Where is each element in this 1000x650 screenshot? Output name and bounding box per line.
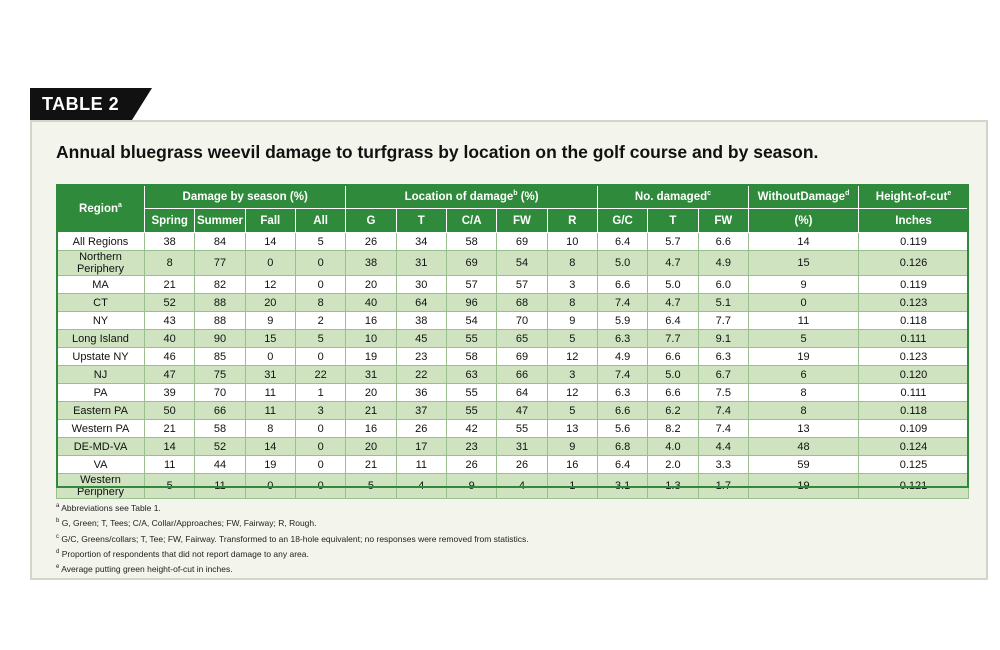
value-cell: 9.1 <box>698 330 748 348</box>
value-cell: 14 <box>245 438 295 456</box>
value-cell: 69 <box>497 348 547 366</box>
value-cell: 21 <box>346 456 396 474</box>
value-cell: 63 <box>446 366 496 384</box>
value-cell: 11 <box>396 456 446 474</box>
value-cell: 8 <box>295 294 345 312</box>
value-cell: 7.4 <box>597 366 647 384</box>
value-cell: 58 <box>446 348 496 366</box>
value-cell: 8 <box>245 420 295 438</box>
value-cell: 8 <box>749 402 859 420</box>
value-cell: 0.119 <box>859 233 969 251</box>
value-cell: 0.123 <box>859 348 969 366</box>
value-cell: 82 <box>195 276 245 294</box>
value-cell: 9 <box>547 438 597 456</box>
value-cell: 14 <box>145 438 195 456</box>
value-cell: 68 <box>497 294 547 312</box>
value-cell: 5 <box>295 330 345 348</box>
value-cell: 3 <box>295 402 345 420</box>
value-cell: 31 <box>497 438 547 456</box>
value-cell: 12 <box>547 384 597 402</box>
value-cell: 10 <box>547 233 597 251</box>
value-cell: 69 <box>497 233 547 251</box>
footnote: $^c$ G/C, Greens/collars; T, Tee; FW, Fairway. Transformed to an 18-hole equivalent; no responses were removed from statistics. <box>56 533 529 544</box>
value-cell: 23 <box>446 438 496 456</box>
value-cell: 6.7 <box>698 366 748 384</box>
value-cell: 37 <box>396 402 446 420</box>
value-cell: 3.1 <box>597 474 647 499</box>
value-cell: 15 <box>245 330 295 348</box>
table-panel <box>30 120 988 580</box>
value-cell: 59 <box>749 456 859 474</box>
value-cell: 16 <box>547 456 597 474</box>
value-cell: 5 <box>295 233 345 251</box>
table-row <box>57 366 969 384</box>
value-cell: 6.3 <box>597 384 647 402</box>
value-cell: 45 <box>396 330 446 348</box>
value-cell: 43 <box>145 312 195 330</box>
subheader-fall: Fall <box>245 209 295 233</box>
value-cell: 4.0 <box>648 438 698 456</box>
value-cell: 55 <box>446 402 496 420</box>
value-cell: 39 <box>145 384 195 402</box>
value-cell: 22 <box>396 366 446 384</box>
region-cell: Eastern PA <box>57 402 145 420</box>
table-row <box>57 402 969 420</box>
footnotes <box>56 500 529 577</box>
value-cell: 9 <box>749 276 859 294</box>
subheader-g: G <box>346 209 396 233</box>
table-title: Annual bluegrass weevil damage to turfgrass by location on the golf course and by season. <box>56 142 819 162</box>
value-cell: 47 <box>497 402 547 420</box>
value-cell: 6.0 <box>698 276 748 294</box>
value-cell: 11 <box>245 384 295 402</box>
value-cell: 19 <box>749 474 859 499</box>
value-cell: 26 <box>446 456 496 474</box>
value-cell: 6.4 <box>597 456 647 474</box>
value-cell: 7.4 <box>597 294 647 312</box>
value-cell: 7.4 <box>698 420 748 438</box>
value-cell: 12 <box>245 276 295 294</box>
value-cell: 9 <box>245 312 295 330</box>
region-cell: Northern Periphery <box>57 251 145 276</box>
value-cell: 36 <box>396 384 446 402</box>
header-region: Region$^a$ <box>57 185 145 233</box>
table-row <box>57 438 969 456</box>
value-cell: 0.109 <box>859 420 969 438</box>
value-cell: 88 <box>195 312 245 330</box>
value-cell: 26 <box>396 420 446 438</box>
value-cell: 20 <box>346 438 396 456</box>
value-cell: 3 <box>547 276 597 294</box>
value-cell: 38 <box>346 251 396 276</box>
value-cell: 42 <box>446 420 496 438</box>
footnote: $^e$ Average putting green height-of-cut in inches. <box>56 564 233 575</box>
value-cell: 7.4 <box>698 402 748 420</box>
value-cell: 6.3 <box>698 348 748 366</box>
value-cell: 88 <box>195 294 245 312</box>
value-cell: 26 <box>346 233 396 251</box>
value-cell: 0.118 <box>859 402 969 420</box>
value-cell: 8 <box>547 251 597 276</box>
value-cell: 4 <box>396 474 446 499</box>
value-cell: 6 <box>749 366 859 384</box>
value-cell: 19 <box>749 348 859 366</box>
value-cell: 0.123 <box>859 294 969 312</box>
value-cell: 5.1 <box>698 294 748 312</box>
value-cell: 70 <box>497 312 547 330</box>
value-cell: 85 <box>195 348 245 366</box>
value-cell: 6.3 <box>597 330 647 348</box>
value-cell: 6.2 <box>648 402 698 420</box>
value-cell: 0.120 <box>859 366 969 384</box>
value-cell: 55 <box>446 330 496 348</box>
table-body <box>57 233 969 499</box>
value-cell: 77 <box>195 251 245 276</box>
value-cell: 0.126 <box>859 251 969 276</box>
value-cell: 66 <box>497 366 547 384</box>
region-cell: Western Periphery <box>57 474 145 499</box>
subheader-r: R <box>547 209 597 233</box>
subheader-summer: Summer <box>195 209 245 233</box>
value-cell: 31 <box>346 366 396 384</box>
table-tag: TABLE 2 <box>30 88 132 120</box>
value-cell: 55 <box>497 420 547 438</box>
value-cell: 20 <box>245 294 295 312</box>
value-cell: 4 <box>497 474 547 499</box>
value-cell: 5 <box>547 402 597 420</box>
value-cell: 30 <box>396 276 446 294</box>
value-cell: 0.111 <box>859 384 969 402</box>
value-cell: 4.4 <box>698 438 748 456</box>
value-cell: 9 <box>446 474 496 499</box>
value-cell: 69 <box>446 251 496 276</box>
value-cell: 4.7 <box>648 251 698 276</box>
value-cell: 64 <box>497 384 547 402</box>
subheader-percent: (%) <box>749 209 859 233</box>
region-cell: NJ <box>57 366 145 384</box>
value-cell: 38 <box>145 233 195 251</box>
value-cell: 2 <box>295 312 345 330</box>
value-cell: 15 <box>749 251 859 276</box>
value-cell: 20 <box>346 276 396 294</box>
value-cell: 8 <box>547 294 597 312</box>
table-row <box>57 420 969 438</box>
value-cell: 31 <box>245 366 295 384</box>
value-cell: 1 <box>295 384 345 402</box>
subheader-row <box>57 209 969 233</box>
value-cell: 6.6 <box>597 402 647 420</box>
value-cell: 57 <box>497 276 547 294</box>
footnote: $^a$ Abbreviations see Table 1. <box>56 502 161 513</box>
value-cell: 5 <box>346 474 396 499</box>
value-cell: 16 <box>346 312 396 330</box>
region-cell: DE-MD-VA <box>57 438 145 456</box>
value-cell: 6.6 <box>648 348 698 366</box>
value-cell: 5 <box>749 330 859 348</box>
value-cell: 2.0 <box>648 456 698 474</box>
table-row <box>57 294 969 312</box>
value-cell: 54 <box>497 251 547 276</box>
value-cell: 8.2 <box>648 420 698 438</box>
value-cell: 13 <box>547 420 597 438</box>
value-cell: 38 <box>396 312 446 330</box>
value-cell: 0.121 <box>859 474 969 499</box>
value-cell: 9 <box>547 312 597 330</box>
value-cell: 16 <box>346 420 396 438</box>
value-cell: 0.124 <box>859 438 969 456</box>
value-cell: 40 <box>145 330 195 348</box>
table-row <box>57 251 969 276</box>
value-cell: 0 <box>295 474 345 499</box>
value-cell: 11 <box>245 402 295 420</box>
subheader-inches: Inches <box>859 209 969 233</box>
value-cell: 6.6 <box>648 384 698 402</box>
value-cell: 6.4 <box>597 233 647 251</box>
subheader-all: All <box>295 209 345 233</box>
value-cell: 5.7 <box>648 233 698 251</box>
value-cell: 11 <box>749 312 859 330</box>
region-cell: NY <box>57 312 145 330</box>
region-cell: MA <box>57 276 145 294</box>
value-cell: 0.125 <box>859 456 969 474</box>
value-cell: 21 <box>145 276 195 294</box>
table-row <box>57 330 969 348</box>
value-cell: 23 <box>396 348 446 366</box>
value-cell: 0 <box>295 420 345 438</box>
value-cell: 0 <box>295 348 345 366</box>
value-cell: 50 <box>145 402 195 420</box>
value-cell: 4.9 <box>698 251 748 276</box>
value-cell: 0 <box>245 474 295 499</box>
header-damage-by-season: Damage by season (%) <box>145 185 346 209</box>
value-cell: 90 <box>195 330 245 348</box>
value-cell: 0 <box>749 294 859 312</box>
value-cell: 0.119 <box>859 276 969 294</box>
value-cell: 0 <box>295 276 345 294</box>
header-without-damage: WithoutDamage$^d$ <box>749 185 859 209</box>
value-cell: 0 <box>295 456 345 474</box>
region-cell: Long Island <box>57 330 145 348</box>
value-cell: 46 <box>145 348 195 366</box>
value-cell: 13 <box>749 420 859 438</box>
value-cell: 58 <box>195 420 245 438</box>
table-row <box>57 233 969 251</box>
table-row <box>57 384 969 402</box>
subheader-gc: G/C <box>597 209 647 233</box>
value-cell: 21 <box>346 402 396 420</box>
value-cell: 19 <box>245 456 295 474</box>
value-cell: 1.7 <box>698 474 748 499</box>
value-cell: 7.7 <box>698 312 748 330</box>
value-cell: 0 <box>245 251 295 276</box>
value-cell: 6.4 <box>648 312 698 330</box>
header-height-of-cut: Height-of-cut$^e$ <box>859 185 969 209</box>
value-cell: 20 <box>346 384 396 402</box>
subheader-spring: Spring <box>145 209 195 233</box>
value-cell: 6.6 <box>698 233 748 251</box>
footnote: $^d$ Proportion of respondents that did not report damage to any area. <box>56 548 309 559</box>
table-row <box>57 276 969 294</box>
value-cell: 7.7 <box>648 330 698 348</box>
value-cell: 58 <box>446 233 496 251</box>
value-cell: 40 <box>346 294 396 312</box>
value-cell: 14 <box>245 233 295 251</box>
value-cell: 3 <box>547 366 597 384</box>
value-cell: 11 <box>195 474 245 499</box>
value-cell: 5 <box>145 474 195 499</box>
value-cell: 52 <box>195 438 245 456</box>
region-cell: VA <box>57 456 145 474</box>
region-cell: Upstate NY <box>57 348 145 366</box>
value-cell: 0 <box>245 348 295 366</box>
value-cell: 96 <box>446 294 496 312</box>
value-cell: 8 <box>145 251 195 276</box>
value-cell: 34 <box>396 233 446 251</box>
value-cell: 4.7 <box>648 294 698 312</box>
subheader-ca: C/A <box>446 209 496 233</box>
value-cell: 52 <box>145 294 195 312</box>
value-cell: 10 <box>346 330 396 348</box>
data-table <box>56 184 969 499</box>
value-cell: 1.3 <box>648 474 698 499</box>
value-cell: 75 <box>195 366 245 384</box>
value-cell: 47 <box>145 366 195 384</box>
value-cell: 21 <box>145 420 195 438</box>
value-cell: 0.111 <box>859 330 969 348</box>
header-no-damaged: No. damaged$^c$ <box>597 185 748 209</box>
value-cell: 66 <box>195 402 245 420</box>
value-cell: 14 <box>749 233 859 251</box>
value-cell: 3.3 <box>698 456 748 474</box>
subheader-t2: T <box>648 209 698 233</box>
table-row <box>57 456 969 474</box>
table-row <box>57 348 969 366</box>
subheader-fw2: FW <box>698 209 748 233</box>
value-cell: 4.9 <box>597 348 647 366</box>
value-cell: 5.0 <box>597 251 647 276</box>
region-cell: All Regions <box>57 233 145 251</box>
value-cell: 5.9 <box>597 312 647 330</box>
value-cell: 64 <box>396 294 446 312</box>
value-cell: 5.0 <box>648 366 698 384</box>
value-cell: 55 <box>446 384 496 402</box>
value-cell: 70 <box>195 384 245 402</box>
value-cell: 26 <box>497 456 547 474</box>
value-cell: 5.0 <box>648 276 698 294</box>
table-row <box>57 312 969 330</box>
value-cell: 8 <box>749 384 859 402</box>
table-row <box>57 474 969 499</box>
region-cell: PA <box>57 384 145 402</box>
value-cell: 0 <box>295 251 345 276</box>
value-cell: 22 <box>295 366 345 384</box>
value-cell: 48 <box>749 438 859 456</box>
value-cell: 17 <box>396 438 446 456</box>
value-cell: 6.6 <box>597 276 647 294</box>
value-cell: 12 <box>547 348 597 366</box>
footnote: $^b$ G, Green; T, Tees; C/A, Collar/Approaches; FW, Fairway; R, Rough. <box>56 518 317 529</box>
value-cell: 1 <box>547 474 597 499</box>
value-cell: 5.6 <box>597 420 647 438</box>
subheader-t: T <box>396 209 446 233</box>
value-cell: 57 <box>446 276 496 294</box>
value-cell: 31 <box>396 251 446 276</box>
value-cell: 54 <box>446 312 496 330</box>
value-cell: 84 <box>195 233 245 251</box>
value-cell: 44 <box>195 456 245 474</box>
value-cell: 65 <box>497 330 547 348</box>
header-location-of-damage: Location of damage$^b$ (%) <box>346 185 598 209</box>
value-cell: 7.5 <box>698 384 748 402</box>
value-cell: 5 <box>547 330 597 348</box>
value-cell: 6.8 <box>597 438 647 456</box>
region-cell: Western PA <box>57 420 145 438</box>
value-cell: 0.118 <box>859 312 969 330</box>
value-cell: 0 <box>295 438 345 456</box>
subheader-fw: FW <box>497 209 547 233</box>
region-cell: CT <box>57 294 145 312</box>
value-cell: 11 <box>145 456 195 474</box>
value-cell: 19 <box>346 348 396 366</box>
